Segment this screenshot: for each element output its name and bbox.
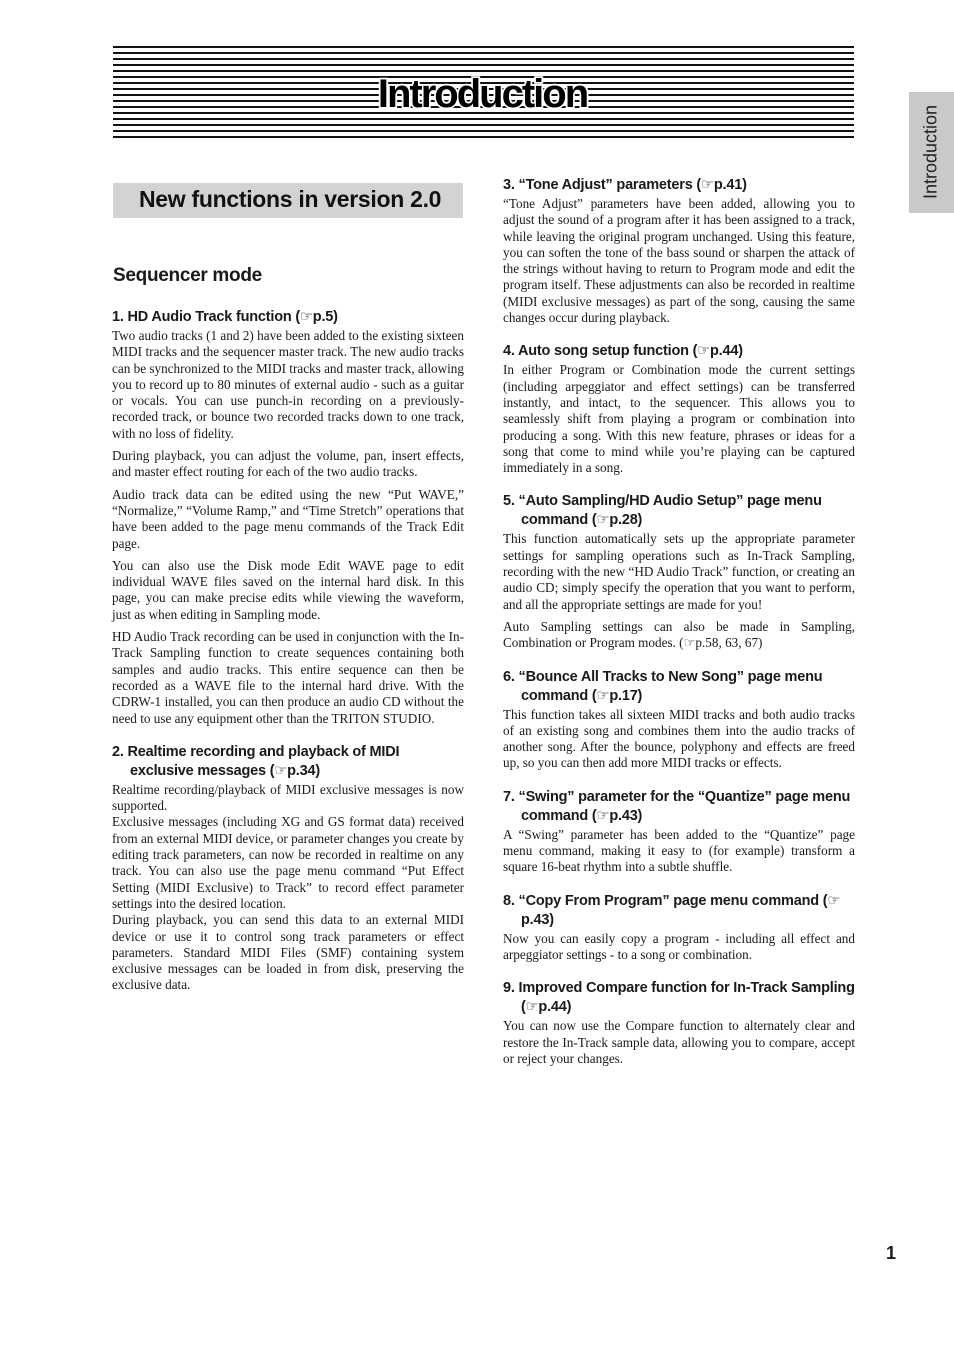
feature-paragraph: Now you can easily copy a program - including all effect and arpeggiator settings - to a song or combination. xyxy=(503,930,855,962)
feature-paragraph: Exclusive messages (including XG and GS format data) received from an external MIDI device, or parameter changes you create by editing track parameters, can now be recorded in realtime on any track. You can also use the page menu command “Put Effect Setting (MIDI Exclusive) to Track” to record effect parameter settings into the desired location. xyxy=(112,814,464,911)
feature-item xyxy=(503,342,855,476)
feature-item xyxy=(503,668,855,772)
feature-item xyxy=(503,979,855,1067)
page-title: Introduction xyxy=(377,72,588,116)
feature-paragraph: A “Swing” parameter has been added to the “Quantize” page menu command, making it easy to (for example) transform a square 16-beat rhythm into a subtle shuffle. xyxy=(503,826,855,875)
section-heading: New functions in version 2.0 xyxy=(139,186,442,212)
feature-title: 6. “Bounce All Tracks to New Song” page menu command (☞p.17) xyxy=(503,668,823,704)
feature-title: 9. Improved Compare function for In-Track Sampling (☞p.44) xyxy=(503,980,855,1016)
side-tab-label: Introduction xyxy=(920,104,941,200)
feature-item xyxy=(112,743,464,994)
feature-title: 7. “Swing” parameter for the “Quantize” page menu command (☞p.43) xyxy=(503,788,851,824)
feature-paragraph: During playback, you can send this data to an external MIDI device or use it to control song track parameters or effect parameters. Standard MIDI Files (SMF) containing system exclusive messages can be loaded in from disk, preserving the exclusive data. xyxy=(112,912,464,993)
feature-paragraph: This function automatically sets up the appropriate parameter settings for sampling operations such as In-Track Sampling, recording with the new “HD Audio Track” function, or creating an audio CD; simply specify the operation that you want to perform, and all the appropriate settings are made for you! xyxy=(503,531,855,612)
feature-title: 2. Realtime recording and playback of MIDI exclusive messages (☞p.34) xyxy=(112,743,400,779)
feature-title: 3. “Tone Adjust” parameters (☞p.41) xyxy=(503,177,747,193)
right-column xyxy=(503,176,855,1083)
feature-item xyxy=(503,176,855,326)
side-tab xyxy=(909,92,954,213)
page-number: 1 xyxy=(886,1243,897,1263)
feature-item xyxy=(503,788,855,876)
feature-title: 8. “Copy From Program” page menu command (☞p.43) xyxy=(503,892,841,928)
feature-paragraph: Realtime recording/playback of MIDI exclusive messages is now supported. xyxy=(112,781,464,814)
feature-item xyxy=(112,308,464,727)
feature-paragraph: During playback, you can adjust the volume, pan, insert effects, and master effect routing for each of the two audio tracks. xyxy=(112,448,464,480)
feature-item xyxy=(503,892,855,964)
left-column xyxy=(112,265,464,1010)
feature-item xyxy=(503,492,855,651)
feature-title: 5. “Auto Sampling/HD Audio Setup” page menu command (☞p.28) xyxy=(503,493,822,529)
feature-paragraph: Audio track data can be edited using the new “Put WAVE,” “Normalize,” “Volume Ramp,” and “Time Stretch” operations that have been added to the page menu commands of the Track Edit page. xyxy=(112,486,464,551)
feature-title: 4. Auto song setup function (☞p.44) xyxy=(503,343,743,360)
feature-title: 1. HD Audio Track function (☞p.5) xyxy=(112,309,338,325)
feature-paragraph: Auto Sampling settings can also be made in Sampling, Combination or Program modes. (☞p.58, 63, 67) xyxy=(503,618,855,651)
feature-paragraph: “Tone Adjust” parameters have been added, allowing you to adjust the sound of a program after it has been assigned to a track, while leaving the original program unchanged. Using this feature, you can soften the tone of the bass sound or sharpen the attack of the strings without having to return to Program mode and edit the program itself. These adjustments can also be recorded in realtime (MIDI exclusive messages) as part of the song, causing the same changes occur during playback. xyxy=(503,196,855,326)
feature-paragraph: HD Audio Track recording can be used in conjunction with the In-Track Sampling function to create sequences containing both samples and audio tracks. This entire sequence can then be recorded as a WAVE file to the internal hard drive. With the CDRW-1 installed, you can then produce an audio CD without the need to use any equipment other than the TRITON STUDIO. xyxy=(112,629,464,726)
feature-paragraph: You can now use the Compare function to alternately clear and restore the In-Track sample data, allowing you to compare, accept or reject your changes. xyxy=(503,1018,855,1066)
feature-paragraph: In either Program or Combination mode the current settings (including arpeggiator and effect settings) can be transferred instantly, and intact, to the sequencer. This allows you to seamlessly shift from playing a program or combination into producing a song. With this new feature, phrases or ideas for a song that come to mind while you’re playing can be captured immediately in a song. xyxy=(503,362,855,476)
section-heading-box xyxy=(113,183,463,218)
feature-paragraph: Two audio tracks (1 and 2) have been added to the existing sixteen MIDI tracks and the sequencer master track. The new audio tracks can be synchronized to the MIDI tracks and master track, allowing you to record up to 80 minutes of external audio - such as a guitar or vocals. You can use punch-in recording on a previously-recorded track, or bounce two recorded tracks down to one track, with no loss of fidelity. xyxy=(112,328,464,441)
feature-paragraph: This function takes all sixteen MIDI tracks and both audio tracks of an existing song and combines them into the audio tracks of another song. After the bounce, polyphony and effects are freed up, so you can then add more MIDI tracks or effects. xyxy=(503,706,855,771)
feature-paragraph: You can also use the Disk mode Edit WAVE page to edit individual WAVE files saved on the internal hard disk. In this page, you can make precise edits while viewing the waveform, just as when editing in Sampling mode. xyxy=(112,557,464,622)
mode-heading: Sequencer mode xyxy=(113,265,262,286)
